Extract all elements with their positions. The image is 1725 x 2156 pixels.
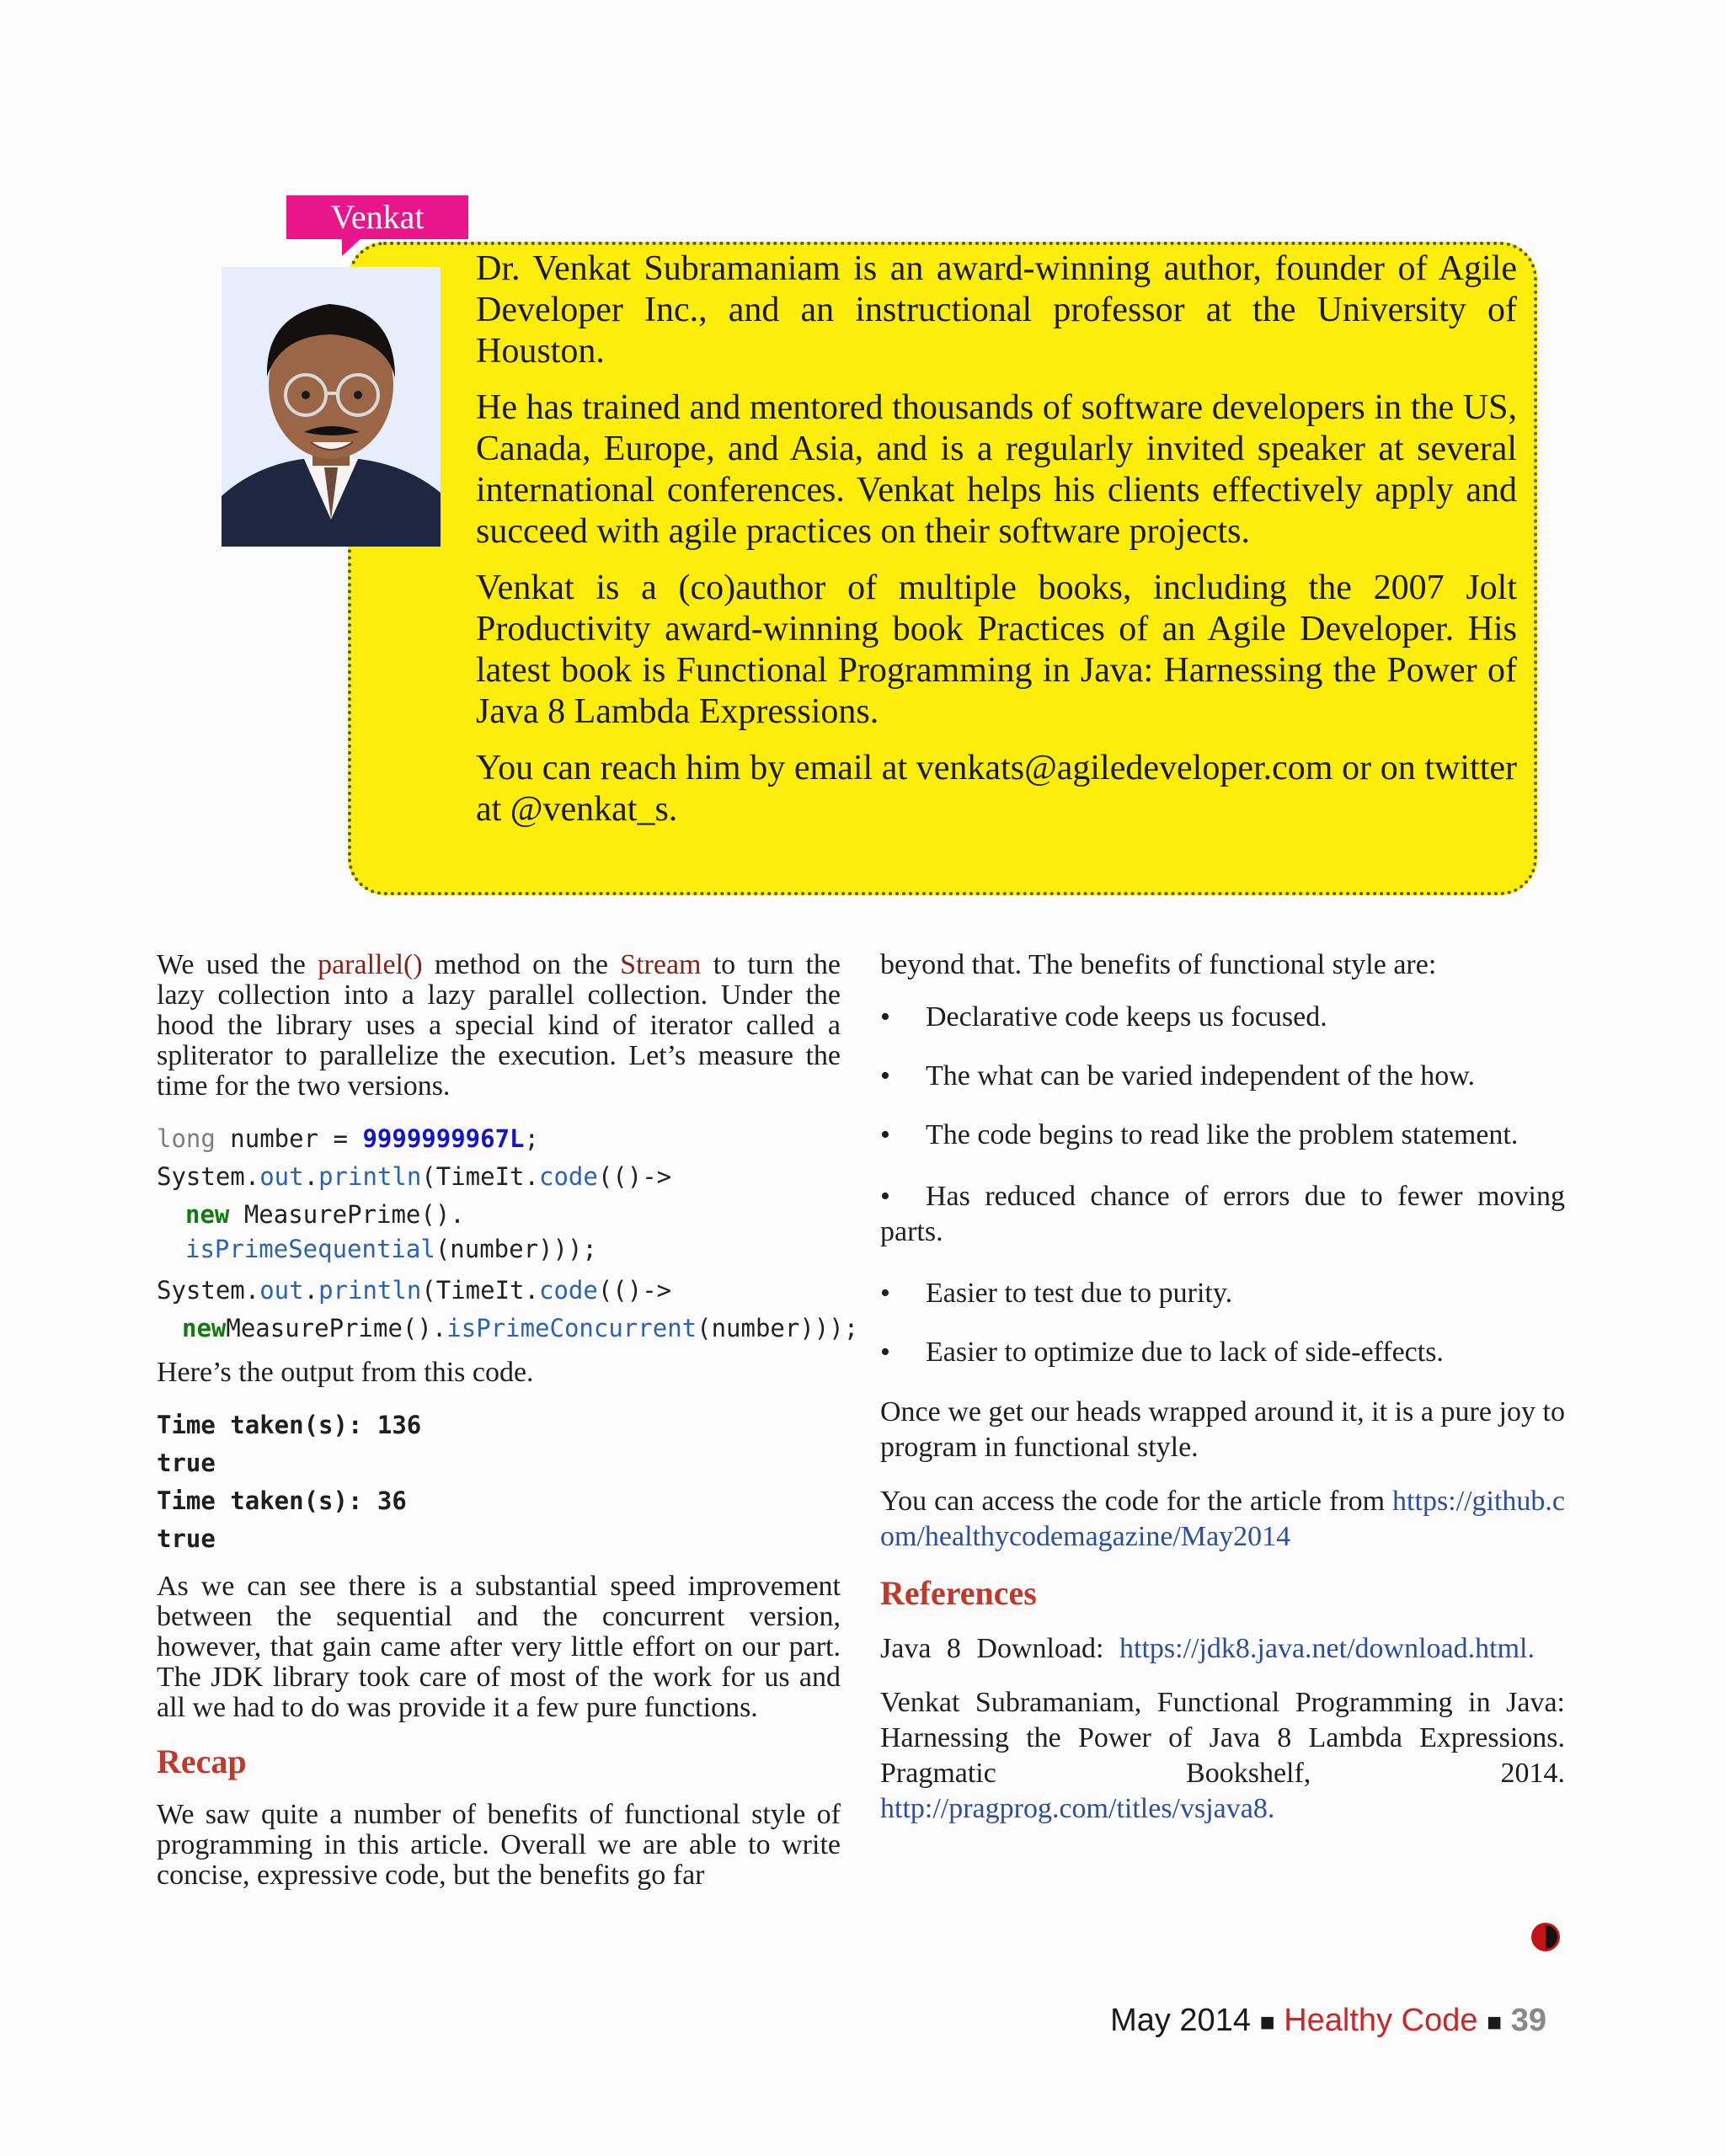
code-text: (TimeIt. (421, 1276, 539, 1305)
program-output (157, 1406, 841, 1558)
code-text: System. (157, 1162, 260, 1191)
joy-paragraph: Once we get our heads wrapped around it, it is a pure joy to program in functional style. (880, 1396, 1565, 1463)
code-line (157, 1120, 841, 1158)
left-column (157, 949, 859, 1909)
code-line (157, 1234, 841, 1264)
code-text: (()-> (597, 1276, 672, 1305)
output-line: Time taken(s): 36 (157, 1486, 407, 1515)
list-item (880, 1278, 1565, 1309)
recap-heading: Recap (157, 1742, 247, 1780)
code-method: code (538, 1276, 598, 1305)
bullet-icon: • (880, 1060, 890, 1091)
bio-paragraph: Dr. Venkat Subramaniam is an award-winning author, founder of Agile Developer Inc., and an instructional professor at the University of Houston. (476, 249, 1517, 371)
text-run: We used the (157, 949, 318, 980)
speedup-paragraph: As we can see there is a substantial speed improvement between the sequential and the concurrent version, however, that gain came after very little effort on our part. The JDK library took care of most of the work for us and all we had to do was provide it a few pure functions. (157, 1571, 841, 1723)
code-text: (number))); (435, 1235, 597, 1263)
code-method: isPrimeSequential (185, 1235, 435, 1263)
code-keyword: long (157, 1124, 216, 1153)
text-run: to turn the lazy collection into a lazy parallel collection. Under the hood the library uses a special kind of iterator called a spliterator to parallelize the execution. Let’s measure the time for the two versions. (157, 949, 841, 1102)
bullet-text: The what can be varied independent of the how. (926, 1060, 1476, 1091)
end-of-article-icon (1530, 1922, 1561, 1952)
text-run: You can access the code for the article from (880, 1486, 1393, 1517)
benefits-lead: beyond that. The benefits of functional style are: (880, 949, 1437, 980)
bio-paragraph: Venkat is a (co)author of multiple books, including the 2007 Jolt Productivity award-winning book Practices of an Agile Developer. His latest book is Functional Programming in Java: Harnessing the Power of Java 8 Lambda Expressions. (476, 568, 1517, 731)
code-line (157, 1272, 841, 1310)
output-line: true (157, 1524, 216, 1553)
output-intro: Here’s the output from this code. (157, 1357, 534, 1388)
code-keyword: new (182, 1314, 227, 1342)
code-listing (157, 1120, 859, 1348)
author-bio-text (476, 248, 1517, 846)
code-line (157, 1158, 841, 1196)
recap-paragraph: We saw quite a number of benefits of functional style of programming in this article. Overall we are able to write concise, expressive code, but the benefits go far (157, 1799, 841, 1891)
bio-paragraph: He has trained and mentored thousands of software developers in the US, Canada, Europe, and Asia, and is a regularly invited speaker at several international conferences. Venkat helps his clients effectively apply and succeed with agile practices on their software projects. (476, 388, 1517, 551)
bullet-icon: • (880, 1181, 890, 1212)
bullet-text: Easier to test due to purity. (926, 1278, 1233, 1309)
code-text: number = (215, 1124, 363, 1153)
text-run: method on the (422, 949, 621, 980)
reference-item (880, 1685, 1565, 1827)
code-method: code (538, 1162, 598, 1191)
code-text: . (303, 1276, 319, 1305)
code-method: println (318, 1162, 422, 1191)
code-text: ; (524, 1124, 539, 1153)
bullet-text: The code begins to read like the problem statement. (926, 1119, 1519, 1150)
list-item (880, 1337, 1565, 1368)
list-item (880, 1002, 1565, 1033)
separator-icon: ■ (1259, 2009, 1275, 2036)
pragprog-link[interactable]: http://pragprog.com/titles/vsjava8. (880, 1793, 1275, 1824)
code-field: out (259, 1162, 304, 1191)
github-link[interactable]: https://github.com/healthycodemagazine/May2014 (880, 1486, 1565, 1552)
author-name-tag: Venkat (286, 195, 468, 239)
bio-paragraph: You can reach him by email at venkats@agiledeveloper.com or on twitter at @venkat_s. (476, 749, 1517, 829)
code-method: isPrimeConcurrent (446, 1314, 697, 1342)
jdk8-download-link[interactable]: https://jdk8.java.net/download.html. (1119, 1633, 1535, 1664)
list-item (880, 1061, 1565, 1091)
references-heading: References (880, 1574, 1037, 1612)
code-line (157, 1196, 841, 1234)
author-photo (222, 267, 441, 547)
bullet-text: Easier to optimize due to lack of side-effects. (926, 1337, 1444, 1368)
bullet-icon: • (880, 1119, 890, 1150)
code-number: 9999999967L (362, 1124, 525, 1153)
code-line (157, 1310, 859, 1348)
code-text: (number))); (697, 1314, 859, 1342)
bullet-text: Has reduced chance of errors due to fewer moving parts. (880, 1181, 1565, 1247)
end-mark-glyph (1530, 1922, 1561, 1952)
separator-icon: ■ (1487, 2009, 1503, 2036)
benefits-list (880, 1002, 1565, 1368)
bullet-text: Declarative code keeps us focused. (926, 1001, 1327, 1033)
author-portrait-illustration (222, 267, 441, 547)
code-access-paragraph (880, 1484, 1565, 1555)
code-text: (TimeIt. (421, 1162, 539, 1191)
intro-paragraph (157, 950, 841, 1102)
page-number: 39 (1510, 2003, 1546, 2038)
code-text: MeasurePrime(). (229, 1200, 465, 1229)
code-method: println (318, 1276, 422, 1305)
list-item (880, 1120, 1565, 1150)
code-keyword: new (185, 1200, 230, 1229)
output-line: Time taken(s): 136 (157, 1411, 422, 1439)
bullet-icon: • (880, 1001, 890, 1033)
code-text: . (303, 1162, 319, 1191)
code-text: (()-> (597, 1162, 672, 1191)
code-text: System. (157, 1276, 260, 1305)
bullet-icon: • (880, 1337, 890, 1368)
right-column (880, 950, 1565, 1845)
code-text: MeasurePrime(). (226, 1314, 447, 1342)
magazine-name: Healthy Code (1284, 2003, 1478, 2038)
parallel-keyword: parallel() (318, 949, 423, 980)
page-footer (1110, 2003, 1546, 2039)
output-line: true (157, 1449, 216, 1477)
text-run: Venkat Subramaniam, Functional Programming in Java: Harnessing the Power of Java 8 Lambda Expressions. Pragmatic Bookshelf, 2014. (880, 1687, 1565, 1789)
stream-keyword: Stream (620, 949, 702, 980)
list-item (880, 1179, 1565, 1250)
code-field: out (259, 1276, 304, 1305)
issue-date: May 2014 (1110, 2003, 1251, 2038)
bullet-icon: • (880, 1278, 890, 1309)
text-run: Java 8 Download: (880, 1633, 1120, 1664)
reference-item (880, 1631, 1565, 1667)
